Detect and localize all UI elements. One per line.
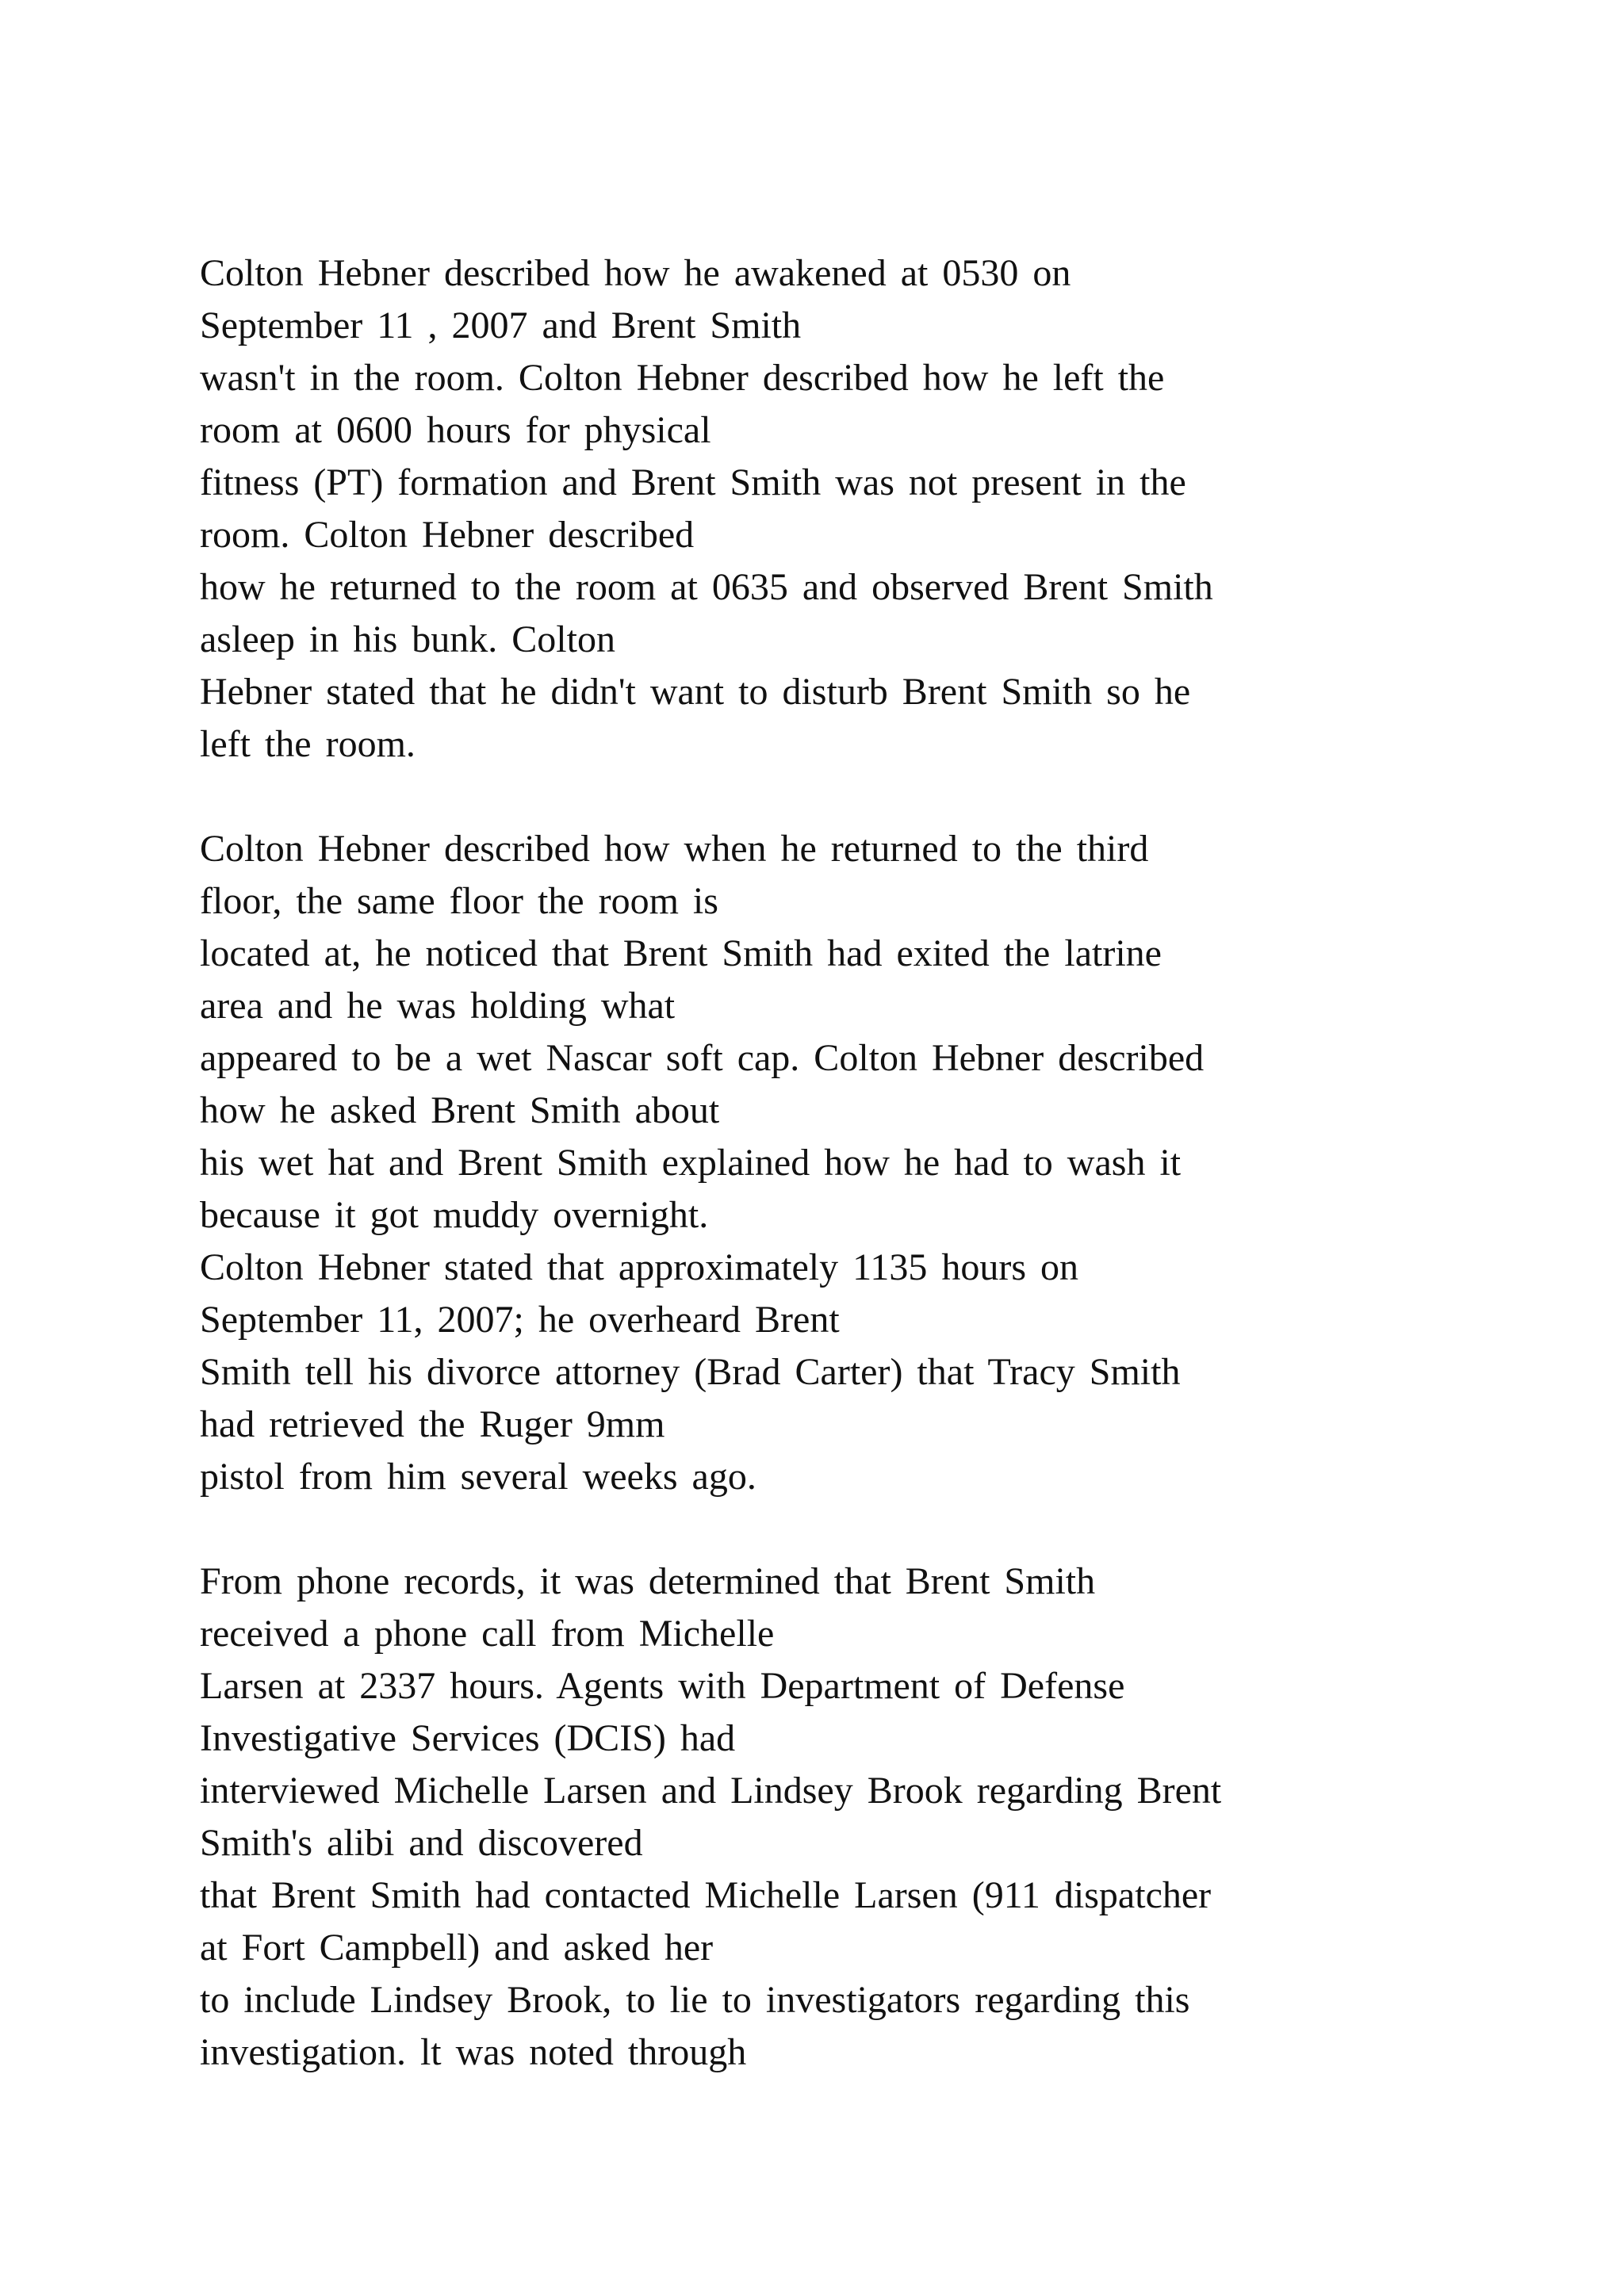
text-line: that Brent Smith had contacted Michelle Larsen (911 dispatcher (200, 1874, 1212, 1916)
text-line: located at, he noticed that Brent Smith had exited the latrine (200, 932, 1162, 974)
text-line: Smith tell his divorce attorney (Brad Carter) that Tracy Smith (200, 1351, 1181, 1393)
text-line: fitness (PT) formation and Brent Smith was not present in the (200, 461, 1186, 503)
text-line: investigation. lt was noted through (200, 2031, 747, 2073)
text-line: area and he was holding what (200, 985, 676, 1027)
text-line: because it got muddy overnight. (200, 1194, 709, 1236)
text-line: asleep in his bunk. Colton (200, 618, 615, 660)
paragraph-spacer (200, 1503, 1548, 1556)
text-line: September 11 , 2007 and Brent Smith (200, 304, 802, 346)
text-line: Hebner stated that he didn't want to disturb Brent Smith so he (200, 671, 1191, 713)
text-line: had retrieved the Ruger 9mm (200, 1403, 665, 1445)
text-line: room. Colton Hebner described (200, 514, 695, 556)
paragraph-3 (200, 1556, 1548, 2079)
text-line: how he returned to the room at 0635 and observed Brent Smith (200, 566, 1213, 608)
text-line: Smith's alibi and discovered (200, 1822, 643, 1864)
text-line: pistol from him several weeks ago. (200, 1456, 756, 1498)
text-line: appeared to be a wet Nascar soft cap. Colton Hebner described (200, 1037, 1205, 1079)
text-line: his wet hat and Brent Smith explained how he had to wash it (200, 1142, 1182, 1184)
text-line: wasn't in the room. Colton Hebner described how he left the (200, 357, 1165, 399)
text-line: how he asked Brent Smith about (200, 1089, 720, 1131)
text-line: to include Lindsey Brook, to lie to investigators regarding this (200, 1979, 1190, 2021)
text-line: floor, the same floor the room is (200, 880, 718, 922)
text-line: From phone records, it was determined that Brent Smith (200, 1560, 1096, 1602)
text-line: Colton Hebner described how he awakened at 0530 on (200, 252, 1071, 294)
text-line: interviewed Michelle Larsen and Lindsey Brook regarding Brent (200, 1770, 1222, 1812)
text-line: received a phone call from Michelle (200, 1613, 775, 1655)
paragraph-1 (200, 247, 1548, 771)
text-line: at Fort Campbell) and asked her (200, 1927, 714, 1969)
document-body (200, 247, 1548, 2079)
paragraph-spacer (200, 771, 1548, 823)
text-line: left the room. (200, 723, 416, 765)
text-line: September 11, 2007; he overheard Brent (200, 1299, 840, 1341)
text-line: Colton Hebner described how when he returned to the third (200, 828, 1149, 870)
text-line: Investigative Services (DCIS) had (200, 1717, 736, 1759)
text-line: Colton Hebner stated that approximately 1135 hours on (200, 1246, 1079, 1288)
text-line: Larsen at 2337 hours. Agents with Department of Defense (200, 1665, 1125, 1707)
text-line: room at 0600 hours for physical (200, 409, 711, 451)
paragraph-2 (200, 823, 1548, 1503)
